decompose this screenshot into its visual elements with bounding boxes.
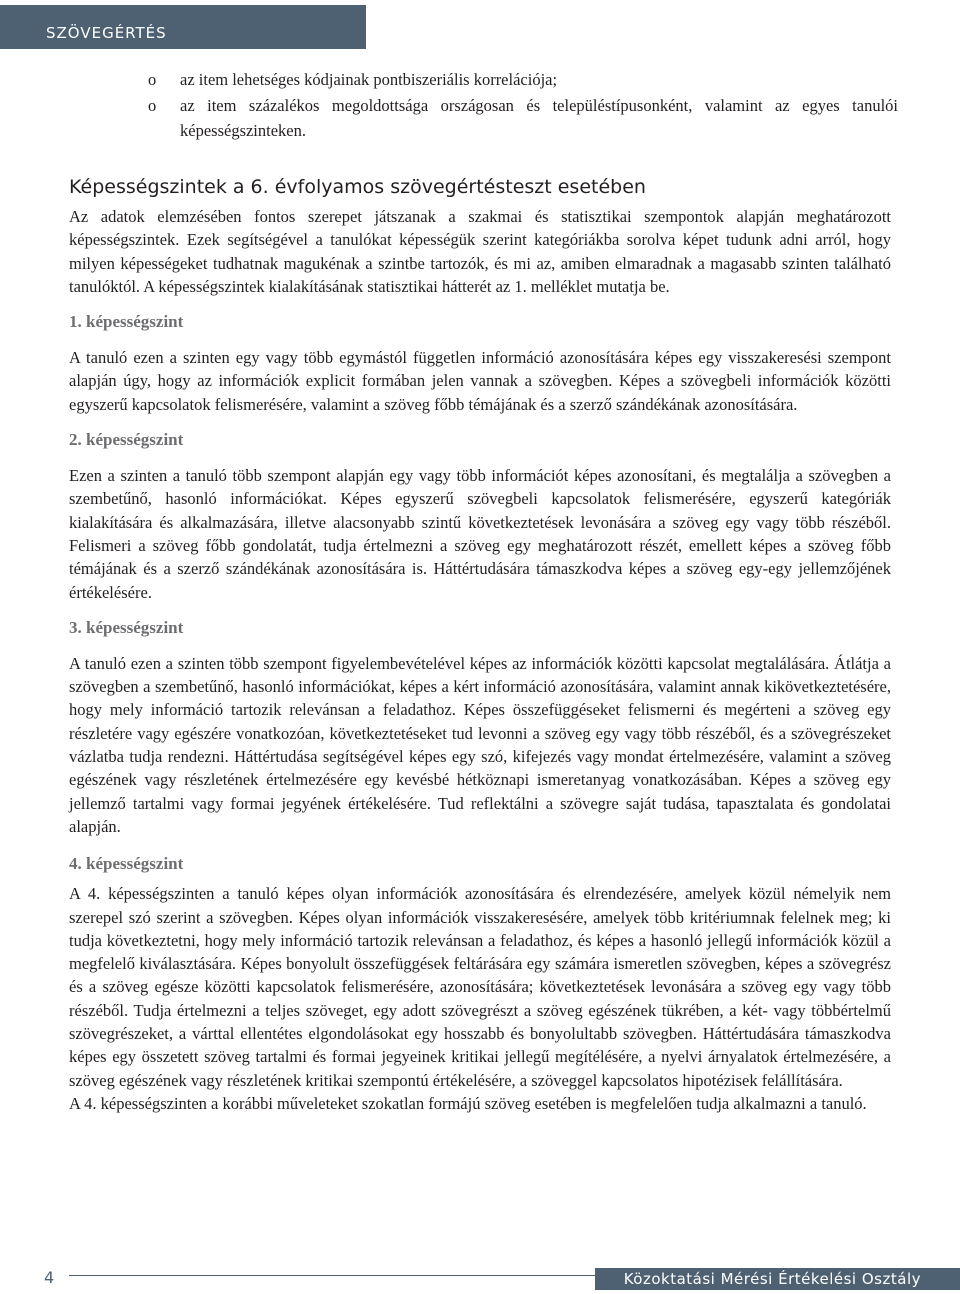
list-item-text: az item százalékos megoldottsága országosan és településtípusonként, valamint az egyes tanulói képességszinteken. <box>180 95 898 140</box>
level-2-heading: 2. képességszint <box>69 430 184 450</box>
section-label: SZÖVEGÉRTÉS <box>46 24 167 42</box>
level-4-text-2: A 4. képességszinten a korábbi műveleteket szokatlan formájú szöveg esetében is megfelelően tudja alkalmazni a tanuló. <box>69 1093 867 1113</box>
level-3-heading: 3. képességszint <box>69 617 184 637</box>
list-item <box>148 67 898 93</box>
footer-organization: Közoktatási Mérési Értékelési Osztály <box>623 1270 921 1288</box>
level-4-heading: 4. képességszint <box>69 854 184 874</box>
level-1-heading: 1. képességszint <box>69 312 184 332</box>
list-item <box>148 93 898 144</box>
bullet-mark: o <box>148 70 157 89</box>
bullet-list <box>148 67 898 144</box>
list-item-text: az item lehetséges kódjainak pontbiszeriális korrelációja; <box>180 70 558 89</box>
bullet-mark: o <box>148 95 157 115</box>
page-number: 4 <box>44 1268 55 1287</box>
section-title: Képességszintek a 6. évfolyamos szövegértésteszt esetében <box>69 176 646 198</box>
level-2-text: Ezen a szinten a tanuló több szempont alapján egy vagy több információt képes azonosítani, és megtalálja a szövegben a szembetűnő, hasonló információkat. Képes egyszerű szövegbeli kapcsolatok felismerésére, egyszerű kategóriák kialakítására és alkalmazására, illetve alacsonyabb szintű következtetések levonására a szöveg egy vagy több részéből. Felismeri a szöveg főbb gondolatát, tudja értelmezni a szöveg egy meghatározott részét, emellett képes a szöveg főbb témájának és a szerző szándékának azonosítására is. Háttértudására támaszkodva képes a szöveg egy-egy jellemzőjének értékelésére. <box>69 466 891 602</box>
main-content <box>69 168 891 1115</box>
level-4-text: A 4. képességszinten a tanuló képes olyan információk azonosítására és elrendezésére, amelyek közül némelyik nem szerepel szó szerint a szövegben. Képes olyan információk visszakeresésére, amelyek több kritériumnak felelnek meg; ki tudja következtetni, hogy mely információ tartozik relevánsan a feladathoz, és képes a hasonló jellegű információk közül a megfelelő kiválasztására. Képes bonyolult összefüggések feltárására egy számára ismeretlen szövegben, képes a szövegrész és a szöveg egésze közötti kapcsolatok felismerésére, azonosítására; következtetések levonására a szöveg egy vagy több részéből. Tudja értelmezni a teljes szöveget, egy adott szövegrészt a szöveg egészének tükrében, a két- vagy többértelmű szövegrészeket, a várttal ellentétes elgondolásokat egy hosszabb és bonyolultabb szövegben. Háttértudására támaszkodva képes egy összetett szöveg tartalmi és formai jegyeinek kritikai jellegű megítélésére, a nyelvi árnyalatok értelmezésére, a szöveg egészének vagy részletének kritikai szempontú értékelésére, a szöveggel kapcsolatos hipotézisek felállítására. <box>69 884 891 1090</box>
intro-paragraph: Az adatok elemzésében fontos szerepet játszanak a szakmai és statisztikai szempontok alapján meghatározott képességszintek. Ezek segítségével a tanulókat képességük szerint kategóriákba sorolva képet tudunk adni arról, hogy milyen képességeket tudhatnak magukénak a szintbe tartozók, és mi az, amiben elmaradnak a magasabb szinten található tanulóktól. A képességszintek kialakításának statisztikai hátterét az 1. melléklet mutatja be. <box>69 207 891 296</box>
level-3-text: A tanuló ezen a szinten több szempont figyelembevételével képes az információk közötti kapcsolat megtalálására. Átlátja a szövegben a szembetűnő, hasonló információkat, képes a kért információ azonosítására, valamint annak kikövetkeztetésére, hogy mely információ tartozik relevánsan a feladathoz. Képes összefüggéseket felismerni és megérteni a szöveg egy részletére vagy egészére vonatkozóan, következtetéseket tud levonni a szöveg egy vagy több részéből, és a szövegrészeket vázlatba tudja rendezni. Háttértudása segítségével képes egy szó, kifejezés vagy mondat értelmezésére, valamint a szöveg egészének vagy részletének értelmezésére egy kevésbé hétköznapi ismeretanyag vonatkozásában. Képes a szöveg egy jellemző tartalmi vagy formai jegyének értékelésére. Tud reflektálni a szövegre saját tudása, tapasztalata és gondolatai alapján. <box>69 653 891 836</box>
level-1-text: A tanuló ezen a szinten egy vagy több egymástól független információ azonosítására képes egy visszakeresési szempont alapján úgy, hogy az információk explicit formában jelen vannak a szövegben. Képes a szövegbeli információk közötti egyszerű kapcsolatok felismerésére, valamint a szöveg főbb témájának és a szerző szándékának azonosítására. <box>69 348 891 414</box>
footer-rule <box>69 1275 603 1276</box>
